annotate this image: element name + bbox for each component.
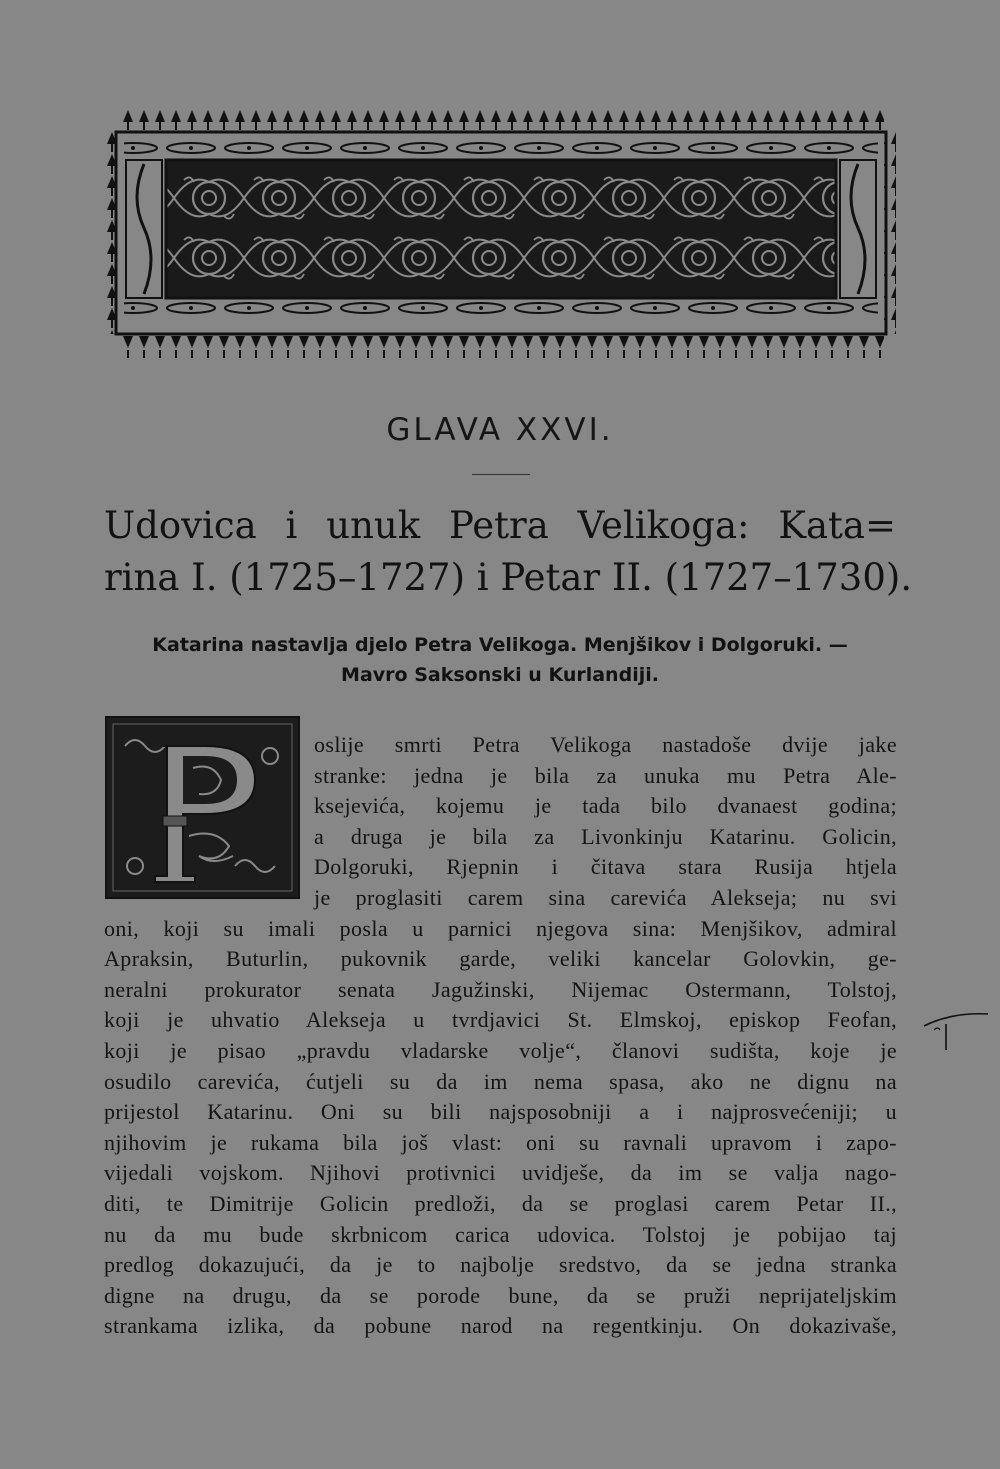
summary-line: Mavro Saksonski u Kurlandiji.: [341, 664, 659, 686]
summary-line: Katarina nastavlja djelo Petra Velikoga. Menjšikov i Dolgoruki. —: [152, 634, 848, 656]
body-line: koji je uhvatio Alekseja u tvrdjavici St. Elmskoj, episkop Feofan,: [104, 1007, 897, 1033]
chapter-summary: [104, 630, 896, 690]
body-line: vijedali vojskom. Njihovi protivnici uvidješe, da im se valja nago-: [104, 1160, 897, 1186]
body-line: neralni prokurator senata Jagužinski, Nijemac Ostermann, Tolstoj,: [104, 976, 897, 1002]
body-line: Apraksin, Buturlin, pukovnik garde, veliki kancelar Golovkin, ge-: [104, 946, 897, 972]
body-line: strankama izlika, da pobune narod na regentkinju. On dokazivaše,: [104, 1313, 897, 1339]
body-line: oslije smrti Petra Velikoga nastadoše dvije jake: [314, 732, 897, 757]
body-line: je proglasiti carem sina carevića Alekseja; nu svi: [314, 884, 897, 910]
body-line: nu da mu bude skrbnicom carica udovica. Tolstoj je pobijao taj: [104, 1221, 897, 1247]
body-line: ksejevića, kojemu je tada bilo dvanaest godina;: [314, 793, 897, 819]
chapter-title: [104, 500, 913, 604]
title-line: rina I. (1725–1727) i Petar II. (1727–1730).: [104, 556, 913, 599]
body-line: Dolgoruki, Rjepnin i čitava stara Rusija htjela: [314, 854, 897, 880]
body-text: [104, 730, 897, 1342]
body-line: digne na drugu, da se porode bune, da se pruži neprijateljskim: [104, 1282, 897, 1308]
chapter-heading: GLAVA XXVI.: [386, 412, 614, 448]
body-line: oni, koji su imali posla u parnici njegova sina: Menjšikov, admiral: [104, 915, 897, 941]
title-line: Udovica i unuk Petra Velikoga: Kata=: [104, 504, 896, 547]
body-line: osudilo carevića, ćutjeli su da im nema spasa, ako ne dignu na: [104, 1068, 897, 1094]
margin-mark-icon: [922, 1004, 992, 1054]
ornamental-headpiece-icon: [104, 108, 896, 358]
body-line: a druga je bila za Livonkinju Katarinu. Golicin,: [314, 823, 897, 849]
body-line: koji je pisao „pravdu vladarske volje“, članovi sudišta, koje je: [104, 1037, 897, 1063]
body-line: njihovim je rukama bila još vlast: oni su ravnali upravom i zapo-: [104, 1129, 897, 1155]
body-line: predlog dokazujući, da je to najbolje sredstvo, da se jedna stranka: [104, 1252, 897, 1278]
body-line: stranke: jedna je bila za unuka mu Petra Ale-: [314, 762, 897, 788]
body-line: prijestol Katarinu. Oni su bili najsposobniji a i najprosvećeniji; u: [104, 1099, 897, 1125]
body-line: diti, te Dimitrije Golicin predloži, da se proglasi carem Petar II.,: [104, 1190, 897, 1216]
heading-divider: [472, 474, 530, 475]
